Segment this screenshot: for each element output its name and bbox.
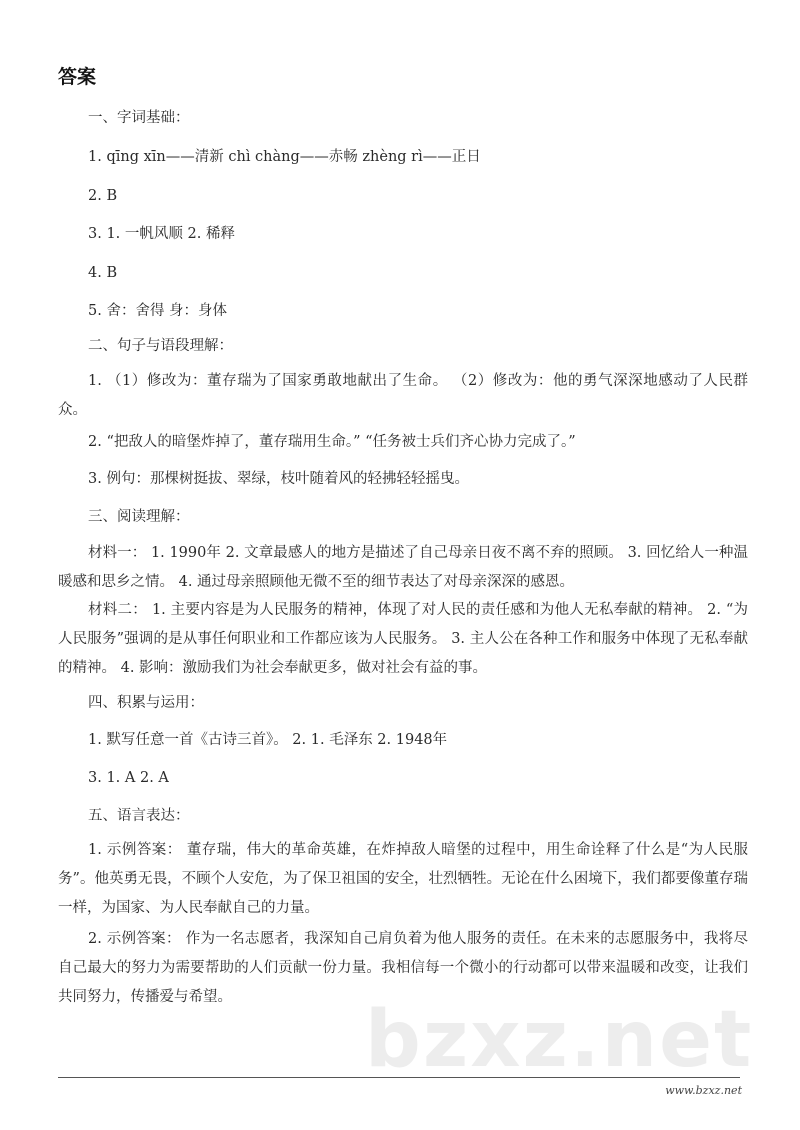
answer-5-1: 1. 示例答案： 董存瑞，伟大的革命英雄，在炸掉敌人暗堡的过程中，用生命诠释了什么是“为人民服务”。他英勇无畏，不顾个人安危，为了保卫祖国的安全，壮烈牺牲。无论在什么困境下，我们都要像董存瑞一样，为国家、为人民奉献自己的力量。 [58,842,748,916]
answer-1-1: 1. qīng xīn——清新 chì chàng——赤畅 zhèng rì——正日 [88,149,481,165]
section-heading-1: 一、字词基础： [88,110,190,126]
answer-4-2: 3. 1. A 2. A [88,770,169,786]
footer-url: www.bzxz.net [665,1084,742,1097]
watermark: bzxz.net [365,995,754,1085]
section-heading-5: 五、语言表达： [88,808,190,824]
reading-material-1: 材料一： 1. 1990年 2. 文章最感人的地方是描述了自己母亲日夜不离不弃的照顾。 3. 回忆给人一种温暖感和思乡之情。 4. 通过母亲照顾他无微不至的细节表达了对母亲深深的感恩。 [58,545,748,590]
answer-2-3: 3. 例句：那棵树挺拔、翠绿，枝叶随着风的轻拂轻轻摇曳。 [88,471,469,487]
answer-1-2: 2. B [88,188,118,204]
answer-2-2: 2. “把敌人的暗堡炸掉了，董存瑞用生命。” “任务被士兵们齐心协力完成了。” [88,434,576,450]
section-heading-2: 二、句子与语段理解： [88,338,233,354]
page-title: 答案 [58,66,97,88]
answer-2-1: 1. （1）修改为：董存瑞为了国家勇敢地献出了生命。 （2）修改为：他的勇气深深地感动了人民群众。 [58,373,748,418]
footer-divider [58,1077,740,1078]
reading-material-2: 材料二： 1. 主要内容是为人民服务的精神，体现了对人民的责任感和为他人无私奉献的精神。 2. “为人民服务”强调的是从事任何职业和工作都应该为人民服务。 3. 主人公在各种工作和服务中体现了无私奉献的精神。 4. 影响：激励我们为社会奉献更多，做对社会有益的事。 [58,602,748,676]
section-heading-3: 三、阅读理解： [88,509,190,525]
answer-1-4: 4. B [88,265,118,281]
answer-4-1: 1. 默写任意一首《古诗三首》。 2. 1. 毛泽东 2. 1948年 [88,732,448,748]
answer-1-5: 5. 舍：舍得 身：身体 [88,303,228,319]
answer-5-2: 2. 示例答案： 作为一名志愿者，我深知自己肩负着为他人服务的责任。在未来的志愿服务中，我将尽自己最大的努力为需要帮助的人们贡献一份力量。我相信每一个微小的行动都可以带来温暖和改变，让我们共同努力，传播爱与希望。 [58,931,748,1005]
section-heading-4: 四、积累与运用： [88,695,204,711]
answer-1-3: 3. 1. 一帆风顺 2. 稀释 [88,226,235,242]
